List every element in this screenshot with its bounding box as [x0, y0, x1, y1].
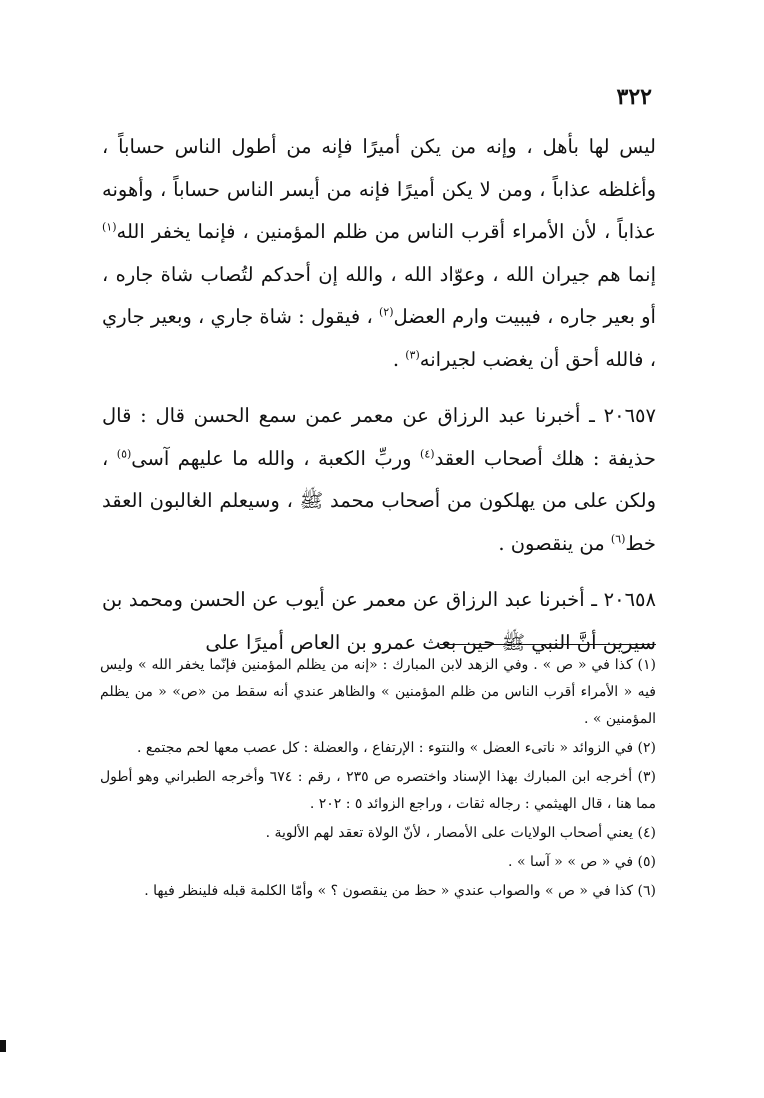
page-number: ٣٢٢: [616, 84, 652, 110]
hadith-20657: [102, 395, 656, 565]
footnote-ref-4: (٤): [420, 447, 435, 460]
footnote-2: (٢) في الزوائد « ناتىء العضل » والنتوء : الإرتفاع ، والعضلة : كل عصب معها لحم مجتمع .: [137, 740, 656, 756]
paragraph-1: [102, 126, 656, 381]
hadith-20657-text-c: ، ولكن على من يهلكون من أصحاب محمد ﷺ ، وسيعلم الغالبون العقد خط: [102, 446, 656, 555]
paragraph-1-text-b: إنما هم جيران الله ، وعوّاد الله ، والله إن أحدكم لتُصاب شاة جاره ، أو بعير جاره ، فيبيت وارم العضل: [102, 262, 656, 328]
hadith-20658: ٢٠٦٥٨ ـ أخبرنا عبد الرزاق عن معمر عن أيوب عن الحسن ومحمد بن سيرين أنَّ النبي ﷺ حين بعث عمرو بن العاص أميرًا على: [102, 588, 656, 654]
footnote-ref-3: (٣): [405, 348, 420, 361]
paragraph-1-text-c: ، فيقول : شاة جاري ، وبعير جاري ، فالله أحق أن يغضب لجيرانه: [102, 305, 656, 371]
footnote-6: (٦) كذا في « ص » والصواب عندي « حظ من ينقصون ؟ » وأمّا الكلمة قبله فلينظر فيها .: [144, 883, 656, 899]
footnote-1: (١) كذا في « ص » . وفي الزهد لابن المبارك : «إنه من يظلم المؤمنين فإنّما يخفر الله » وليس فيه « الأمراء أقرب الناس من ظلم المؤمنين » والظاهر عندي أنه سقط من «ص» « من يظلم المؤمنين » .: [100, 657, 656, 727]
hadith-20657-text-b: وربِّ الكعبة ، والله ما عليهم آسى: [131, 446, 421, 470]
footnotes: [100, 652, 656, 907]
footnote-divider: [440, 644, 656, 645]
footnote-3: (٣) أخرجه ابن المبارك بهذا الإسناد واختصره ص ٢٣٥ ، رقم : ٦٧٤ وأخرجه الطبراني وهو أطول مما هنا ، قال الهيثمي : رجاله ثقات ، وراجع الزوائد ٥ : ٢٠٢ .: [100, 769, 656, 812]
footnote-5: (٥) في « ص » « آسا » .: [508, 854, 656, 870]
hadith-20657-text: ٢٠٦٥٧ ـ أخبرنا عبد الرزاق عن معمر عمن سمع الحسن قال : قال حذيفة : هلك أصحاب العقد: [102, 404, 656, 470]
footnote-ref-6: (٦): [610, 532, 626, 545]
paragraph-1-end: .: [392, 347, 406, 371]
footnote-ref-2: (٢): [379, 305, 394, 319]
main-text: [102, 126, 656, 678]
footnote-ref-5: (٥): [116, 447, 132, 460]
footnote-ref-1: (١): [102, 220, 117, 234]
paragraph-1-text: ليس لها بأهل ، وإنه من يكن أميرًا فإنه من أطول الناس حساباً ، وأغلظه عذاباً ، ومن لا يكن أميرًا فإنه من أيسر الناس حساباً ، وأهونه عذاباً ، لأن الأمراء أقرب الناس من ظلم المؤمنين ، فإنما يخفر الله: [102, 135, 656, 243]
footnote-4: (٤) يعني أصحاب الولايات على الأمصار ، لأنّ الولاة تعقد لهم الألوية .: [265, 825, 656, 841]
hadith-20657-end: من ينقصون .: [498, 531, 611, 555]
scan-edge-mark: [0, 1040, 6, 1052]
